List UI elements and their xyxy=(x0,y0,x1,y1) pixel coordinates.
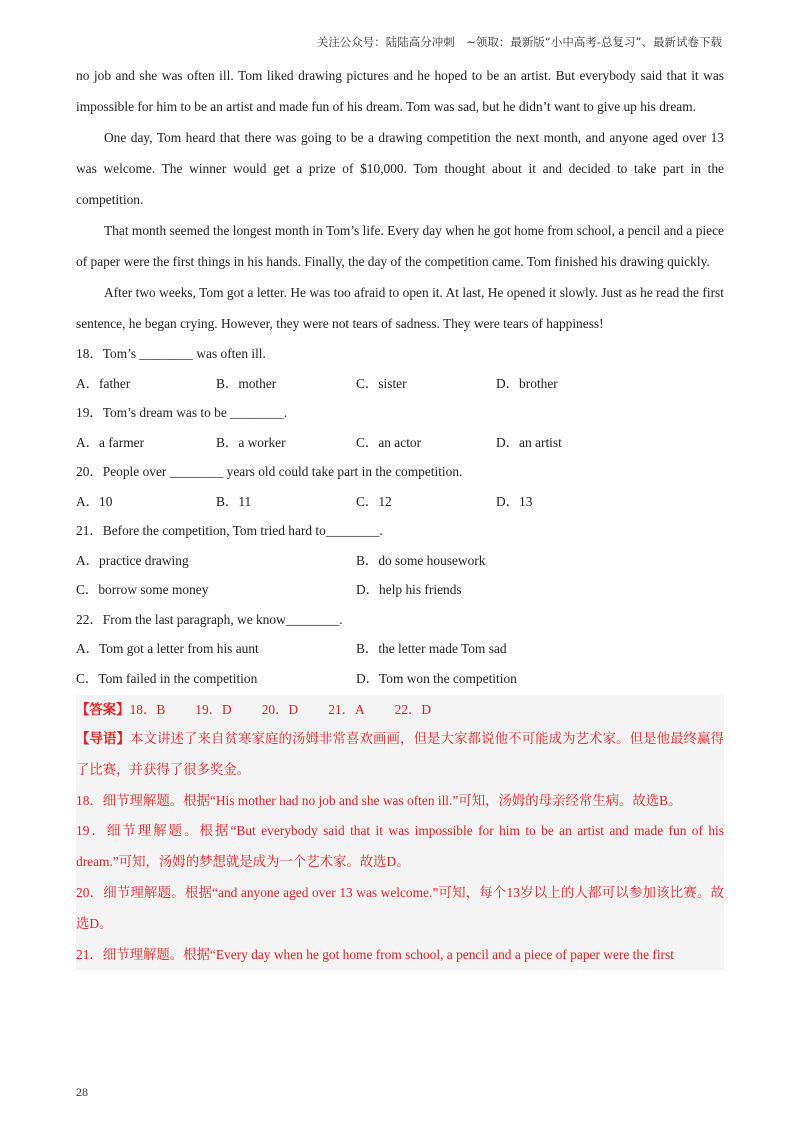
guide-paragraph xyxy=(76,724,724,786)
answer-item: 19．D xyxy=(195,702,232,717)
answer-item: 21．A xyxy=(328,702,365,717)
page-header: 关注公众号：陆陆高分冲刺 ~领取：最新版“小中高考-总复习”、最新试卷下载 xyxy=(316,35,722,49)
question-20 xyxy=(76,457,724,516)
option-d: D．Tom won the competition xyxy=(356,670,517,686)
option-b: B．do some housework xyxy=(356,552,486,568)
passage-paragraph: That month seemed the longest month in Tom’s life. Every day when he got home from school, a pencil and a piece of paper were the first things in his hands. Finally, the day of the competition came. Tom finished his drawing quickly. xyxy=(76,223,724,269)
option-a: A．father xyxy=(76,375,131,391)
explanation-21: 21．细节理解题。根据“Every day when he got home from school, a pencil and a piece of paper were the first xyxy=(76,946,674,962)
option-b: B．a worker xyxy=(216,434,286,450)
question-stem: 19．Tom’s dream was to be ________. xyxy=(76,405,288,420)
question-19 xyxy=(76,398,724,457)
question-options xyxy=(76,575,724,605)
explanation-19: 19．细节理解题。根据“But everybody said that it was impossible for him to be an artist and made fun of his dream.”可知，汤姆的梦想就是成为一个艺术家。故选D。 xyxy=(76,823,724,870)
explanation-18: 18．细节理解题。根据“His mother had no job and she was often ill.”可知，汤姆的母亲经常生病。故选B。 xyxy=(76,792,682,808)
option-a: A．Tom got a letter from his aunt xyxy=(76,641,259,656)
question-18 xyxy=(76,339,724,398)
option-d: D．an artist xyxy=(496,434,562,450)
answer-item: 20．D xyxy=(261,702,299,717)
option-c: C．Tom failed in the competition xyxy=(76,670,258,686)
guide-text: 本文讲述了来自贫寒家庭的汤姆非常喜欢画画，但是大家都说他不可能成为艺术家。但是他最终赢得了比赛，并获得了很多奖金。 xyxy=(76,731,725,777)
question-stem: 22．From the last paragraph, we know________. xyxy=(76,611,343,627)
passage-paragraph: One day, Tom heard that there was going to be a drawing competition the next month, and anyone aged over 13 was welcome. The winner would get a prize of $10,000. Tom thought about it and decided to take part in the competition. xyxy=(76,130,724,207)
option-d: D．brother xyxy=(496,375,558,391)
question-options xyxy=(76,634,724,664)
question-options xyxy=(76,546,724,576)
page-content xyxy=(76,60,724,970)
option-a: A．10 xyxy=(76,493,113,509)
question-stem: 21．Before the competition, Tom tried hard to________. xyxy=(76,523,383,538)
question-options xyxy=(76,369,724,399)
option-d: D．13 xyxy=(496,493,533,509)
answer-item: 22．D xyxy=(394,702,432,717)
guide-label: 【导语】 xyxy=(76,731,131,746)
question-options xyxy=(76,487,724,517)
answer-label: 【答案】 xyxy=(76,702,130,717)
option-c: C．an actor xyxy=(356,434,422,450)
option-c: C．12 xyxy=(356,493,392,509)
option-b: B．the letter made Tom sad xyxy=(356,641,507,656)
answer-item: 18．B xyxy=(129,702,166,717)
option-d: D．help his friends xyxy=(356,582,462,597)
answer-section xyxy=(76,695,724,970)
question-stem: 20．People over ________ years old could take part in the competition. xyxy=(76,464,463,479)
explanation-20: 20．细节理解题。根据“and anyone aged over 13 was welcome.”可知，每个13岁以上的人都可以参加该比赛。故选D。 xyxy=(76,884,724,931)
question-21 xyxy=(76,516,724,605)
option-a: A．a farmer xyxy=(76,434,145,450)
option-b: B．mother xyxy=(216,375,277,391)
question-options xyxy=(76,428,724,458)
question-22 xyxy=(76,605,724,694)
page-number: 28 xyxy=(76,1085,88,1099)
option-c: C．borrow some money xyxy=(76,582,209,597)
option-b: B．11 xyxy=(216,493,252,509)
passage-paragraph: no job and she was often ill. Tom liked drawing pictures and he hoped to be an artist. But everybody said that it was impossible for him to be an artist and made fun of his dream. Tom was sad, but he didn’t want to give up his dream. xyxy=(76,68,724,114)
option-c: C．sister xyxy=(356,375,407,391)
option-a: A．practice drawing xyxy=(76,552,189,568)
answer-line xyxy=(76,695,724,724)
passage-paragraph: After two weeks, Tom got a letter. He was too afraid to open it. At last, He opened it slowly. Just as he read the first sentence, he began crying. However, they were not tears of sadness. They were tears of happiness! xyxy=(76,285,724,331)
question-stem: 18．Tom’s ________ was often ill. xyxy=(76,346,266,361)
question-options xyxy=(76,664,724,694)
